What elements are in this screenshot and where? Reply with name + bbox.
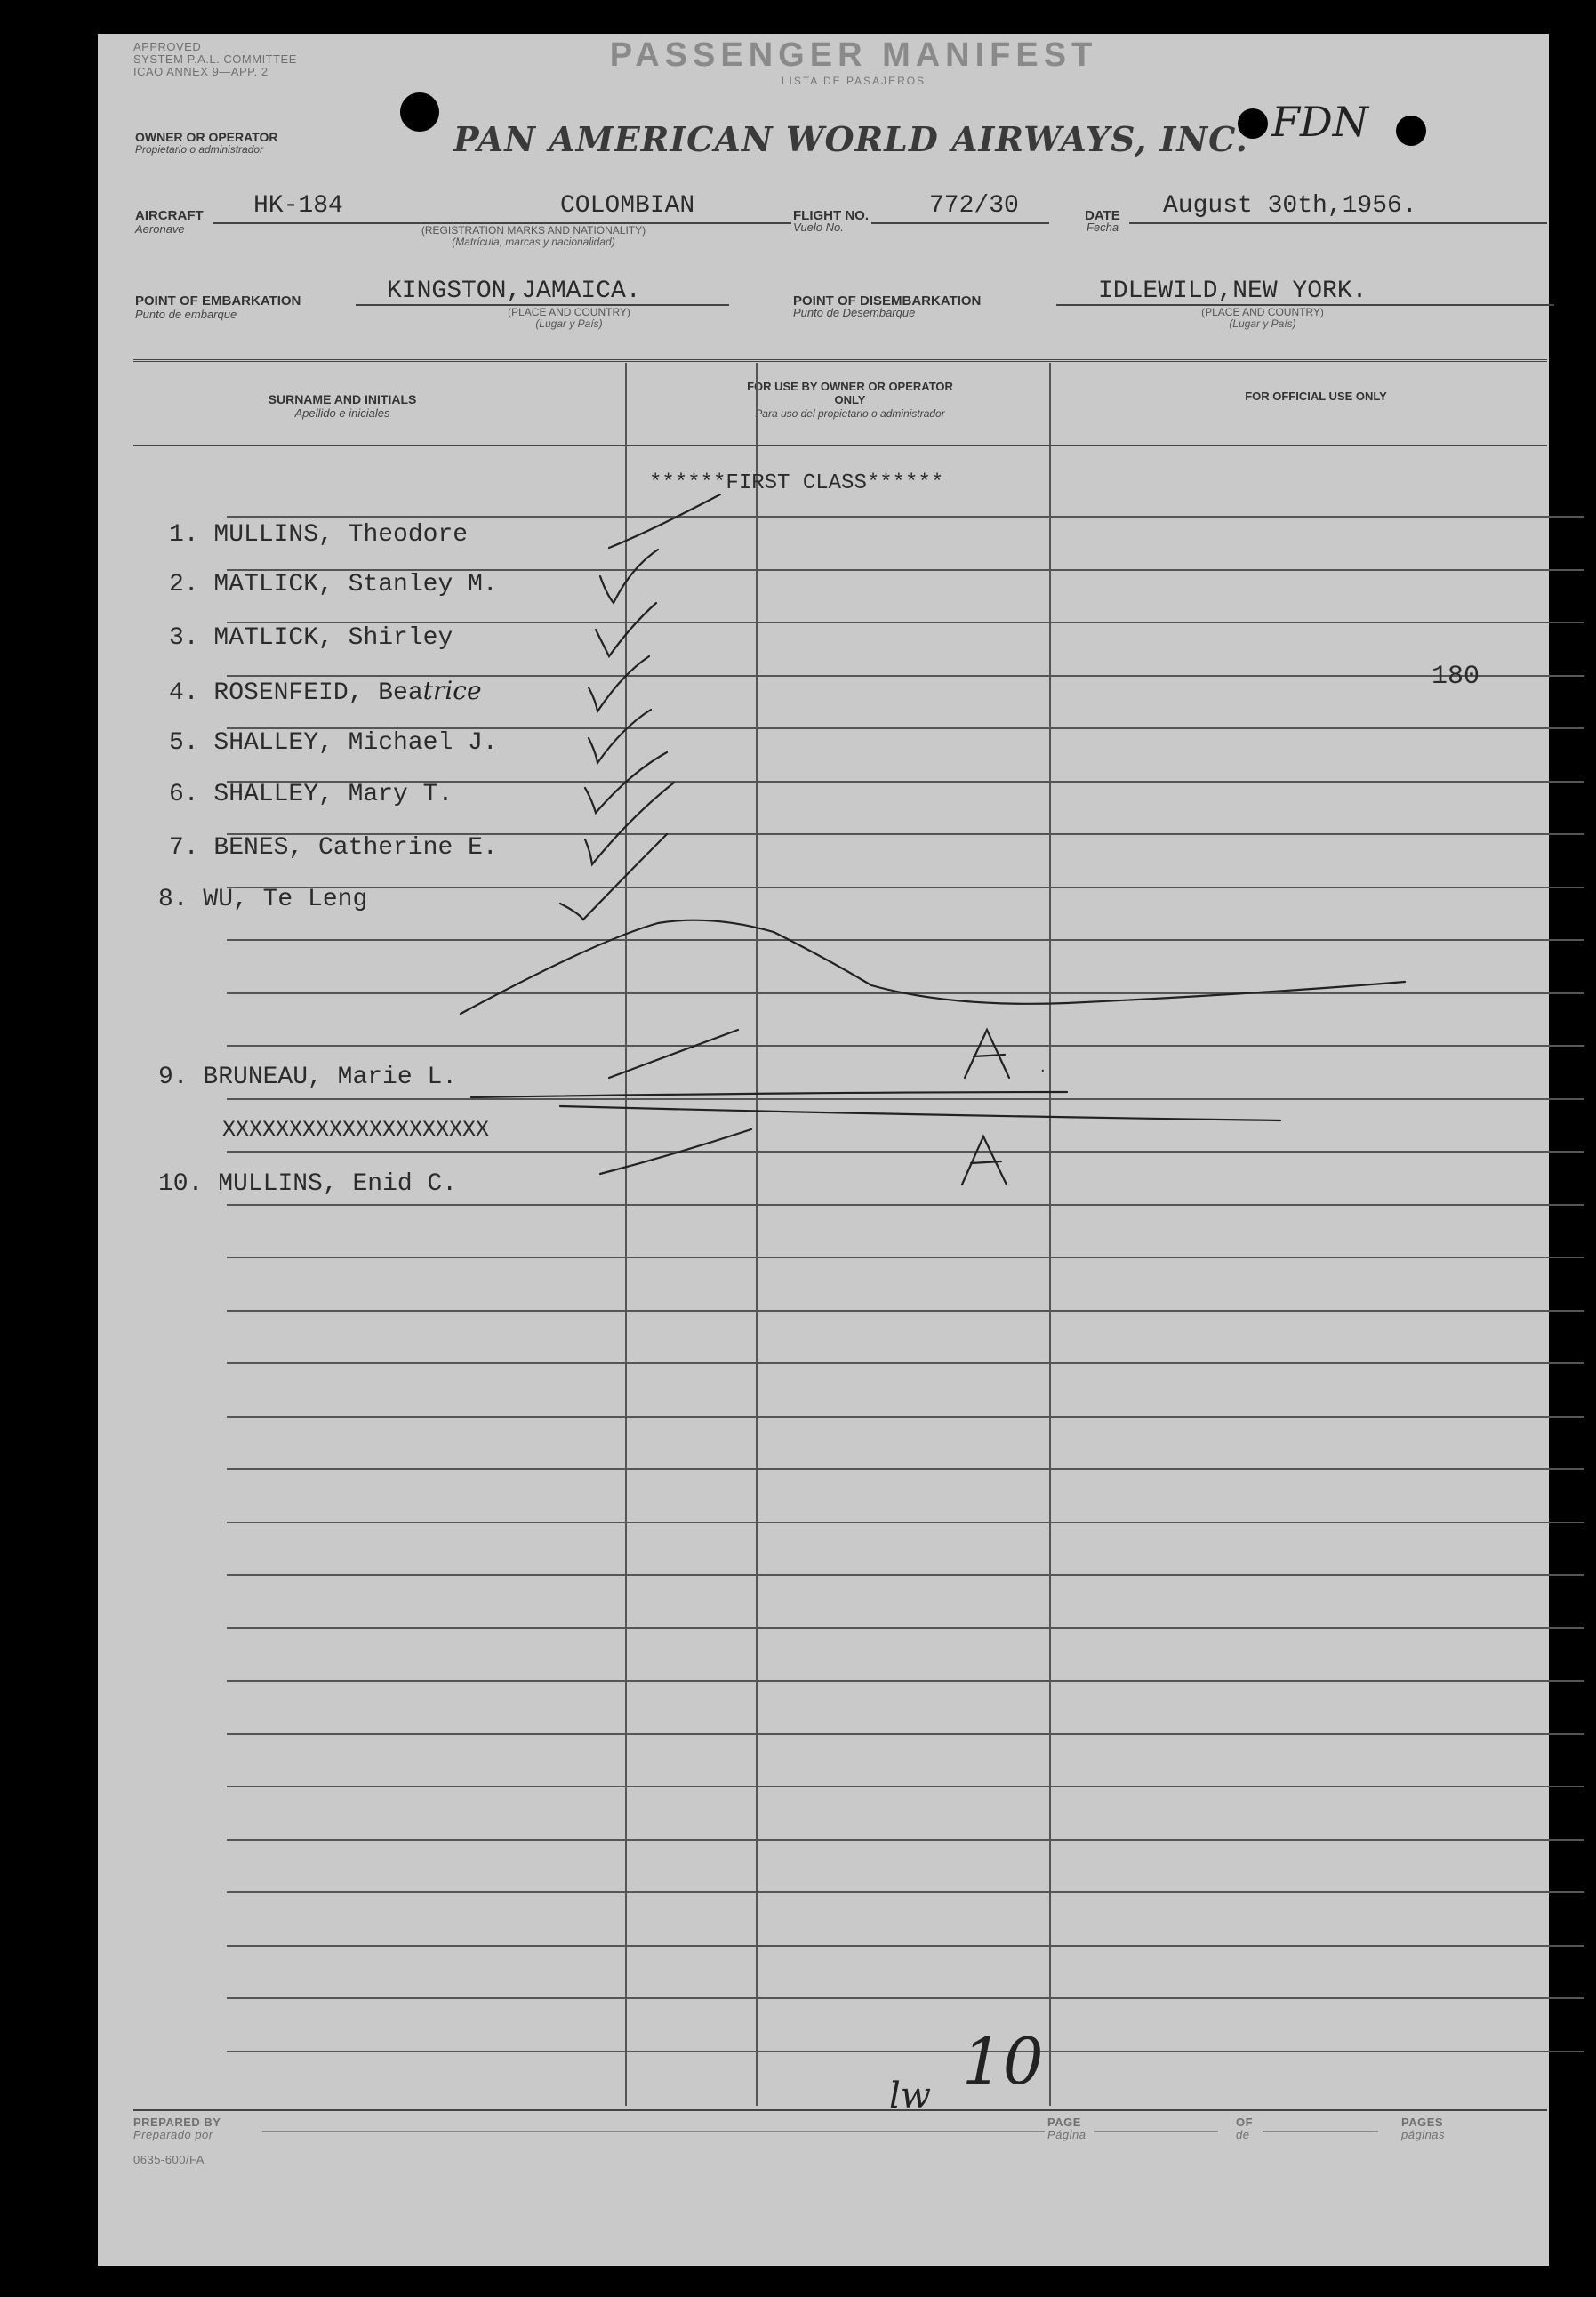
aircraft-label-es: Aeronave [135,222,185,236]
manifest-page: APPROVED SYSTEM P.A.L. COMMITTEE ICAO ANNEX 9—APP. 2 PASSENGER MANIFEST LISTA DE PASAJEROS FDN OWNER OR OPERATOR Propietario o administrador PAN AMERICAN WORLD AIRWAYS, INC. AIRCRAFT Aeronave HK-184 COLOMBIAN (REGISTRATION MARKS AND NATIONALITY) (Matrícula, marcas y nacionalidad) FLIGHT NO. Vuelo No. 772/30 DATE Fecha August 30th,1956. POINT OF EMBARKATION Punto de embarque KINGSTON,JAMAICA. (PLACE AND COUNTRY) (Lugar y País) POINT OF DISEMBARKATION Punto de Desembarque IDLEWILD,NEW YORK. (PLACE AND COUNTRY) (Lugar y País) SURNAME AND INITIALS Apellido e iniciales FOR USE BY OWNER OR OPERATOR ONLY Para uso del propietario o administrador FOR OFFICIAL USE ONLY ******FIRST CLASS****** 1. MULLINS, Theodore 2. MATLICK, Stanley M. 3. MATLICK, Shirley 4. ROSENFEID, Beatrice 5. SHALLEY, Michael J. 6. SHALLEY, Mary T. 7. BENES, Catherine E. 8. WU, Te Leng 9. BRUNEAU, Marie L. XXXXXXXXXXXXXXXXXXXX 10. MULLINS, Enid C. 180 . PREPARED BY Preparado por PAGE Página OF de PAGES páginas 0635-600/FA 10 lw [98,34,1549,2266]
page-title: PASSENGER MANIFEST [609,36,1098,74]
passenger-num: 10. [158,1170,204,1198]
col-owner-header-es: Para uso del propietario o administrador [755,407,945,420]
handwritten-marks [98,34,1549,2266]
flight-no-value: 772/30 [929,192,1019,220]
registration-caption: (REGISTRATION MARKS AND NATIONALITY) [421,224,646,237]
page-label: PAGE [1047,2116,1081,2129]
embarkation-value: KINGSTON,JAMAICA. [387,277,641,305]
passenger-name: MATLICK, Stanley M. [213,571,498,598]
prepared-by-label-es: Preparado por [133,2128,213,2141]
passenger-name: MULLINS, Theodore [213,521,469,549]
disembarkation-label: POINT OF DISEMBARKATION [793,293,982,309]
passenger-num: 1. [169,521,199,549]
check-mark-icon [560,834,667,920]
page-label-es: Página [1047,2128,1087,2141]
check-mark-icon [589,656,649,711]
registration-caption-es: (Matrícula, marcas y nacionalidad) [452,236,615,248]
strike-line [471,1092,1067,1097]
owner-name: PAN AMERICAN WORLD AIRWAYS, INC. [453,119,1248,159]
passenger-num: 4. [169,679,199,707]
check-mark-icon [589,710,651,763]
col-official-header: FOR OFFICIAL USE ONLY [1245,390,1387,403]
approved-line-2: SYSTEM P.A.L. COMMITTEE [133,52,297,66]
page-subtitle: LISTA DE PASAJEROS [781,75,926,87]
scribble-line [461,920,1405,1014]
aircraft-label: AIRCRAFT [135,208,204,223]
footer-border [133,2109,1547,2111]
pages-label: PAGES [1401,2116,1444,2129]
prepared-by-label: PREPARED BY [133,2116,221,2129]
passenger-name: WU, Te Leng [203,886,368,913]
passenger-num: 6. [169,781,199,808]
embark-place-caption: (PLACE AND COUNTRY) [508,306,630,318]
of-label-es: de [1236,2128,1250,2141]
passenger-num: 7. [169,834,199,862]
approved-line-1: APPROVED [133,40,202,53]
disembark-place-caption: (PLACE AND COUNTRY) [1201,306,1324,318]
approved-line-3: ICAO ANNEX 9—APP. 2 [133,65,269,78]
embarkation-label: POINT OF EMBARKATION [135,293,301,309]
passenger-num: 5. [169,729,199,757]
passenger-name: MULLINS, Enid C. [218,1170,458,1198]
aircraft-value: HK-184 [253,192,343,220]
of-label: OF [1236,2116,1254,2129]
handwritten-count: 10 [962,2024,1044,2099]
handwritten-initials: FDN [1271,98,1369,146]
check-mark-icon [600,550,658,603]
pages-label-es: páginas [1401,2128,1446,2141]
col-surname-header: SURNAME AND INITIALS [268,392,417,406]
flight-no-label-es: Vuelo No. [793,221,844,234]
date-label-es: Fecha [1087,221,1119,234]
annotation-180: 180 [1432,662,1480,692]
embarkation-label-es: Punto de embarque [135,308,237,321]
flight-no-label: FLIGHT NO. [793,208,869,223]
passenger-num: 3. [169,624,199,652]
strike-line [560,1106,1280,1120]
owner-label: OWNER OR OPERATOR [135,130,278,144]
passenger-name: SHALLEY, Michael J. [213,729,498,757]
passenger-num: 2. [169,571,199,598]
passenger-name: BENES, Catherine E. [213,834,498,862]
owner-label-es: Propietario o administrador [135,143,264,156]
passenger-name: SHALLEY, Mary T. [213,781,453,808]
disembarkation-value: IDLEWILD,NEW YORK. [1098,277,1367,305]
strike-line [609,1030,738,1078]
passenger-name: BRUNEAU, Marie L. [203,1064,458,1091]
a-mark-icon [962,1136,1007,1185]
passenger-num: 9. [158,1064,188,1091]
class-header: ******FIRST CLASS****** [649,471,944,495]
form-code: 0635-600/FA [133,2153,205,2166]
date-value: August 30th,1956. [1163,192,1417,220]
check-mark-icon [596,603,656,656]
check-mark-icon [609,494,720,548]
col-surname-header-es: Apellido e iniciales [294,406,390,420]
check-mark-icon [585,783,674,864]
disembark-place-caption-es: (Lugar y País) [1229,317,1296,330]
passenger-name-handwritten: trice [422,676,482,705]
passenger-name: MATLICK, Shirley [213,624,453,652]
embark-place-caption-es: (Lugar y País) [535,317,603,330]
a-mark-icon [965,1030,1009,1078]
passenger-name: ROSENFEID, Bea [213,679,423,707]
handwritten-initials-footer: lw [889,2076,932,2116]
disembarkation-label-es: Punto de Desembarque [793,306,916,319]
passenger-name: XXXXXXXXXXXXXXXXXXXX [222,1117,490,1143]
strike-line [600,1129,751,1174]
passenger-num: 8. [158,886,188,913]
date-label: DATE [1085,208,1120,223]
nationality-value: COLOMBIAN [560,192,695,220]
col-owner-header: FOR USE BY OWNER OR OPERATOR ONLY [747,380,953,406]
